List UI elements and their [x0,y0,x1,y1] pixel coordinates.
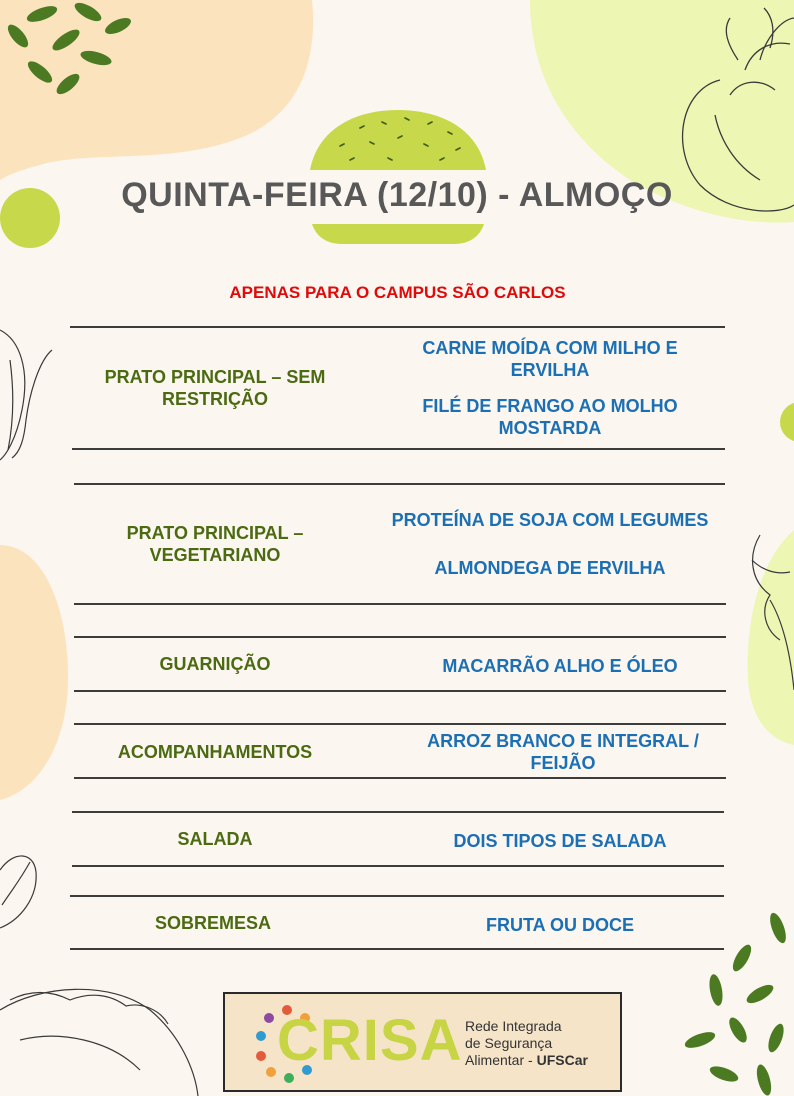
menu-row-items [398,725,728,779]
crisa-tagline [465,1018,588,1069]
menu-row-label [78,897,348,948]
crisa-logo-box [223,992,622,1092]
tagline-line: Rede Integrada [465,1018,562,1034]
menu-row-items [395,897,725,952]
campus-notice: APENAS PARA O CAMPUS SÃO CARLOS [229,283,566,302]
menu-label-accompaniments: ACOMPANHAMENTOS [117,742,313,762]
peach-blob-top-left [0,0,313,180]
tagline-line [465,1052,588,1069]
menu-row-items [395,638,725,694]
menu-row-items [385,485,715,603]
menu-item: FRUTA OU DOCE [486,914,634,935]
menu-label-main-unrestricted: PRATO PRINCIPAL – SEM RESTRIÇÃO [104,367,326,409]
menu-row-items [385,328,715,448]
menu-row-label [80,485,350,603]
tagline-text: Alimentar - [465,1052,537,1068]
table-rule [74,603,726,605]
crisa-logo-word: CRISA [277,1008,463,1073]
tagline-line: de Segurança [465,1035,553,1051]
menu-row-label [80,638,350,690]
page-title: QUINTA-FEIRA (12/10) - ALMOÇO [121,176,673,214]
menu-row-label [80,328,350,448]
menu-item: DOIS TIPOS DE SALADA [453,831,667,851]
menu-item: ARROZ BRANCO E INTEGRAL / FEIJÃO [427,731,699,773]
menu-label-salad: SALADA [177,829,253,849]
menu-row-label [80,813,350,865]
peach-blob-left [0,545,68,800]
menu-row-items [395,813,725,869]
menu-row-label [80,725,350,779]
menu-item: FILÉ DE FRANGO AO MOLHO MOSTARDA [422,396,678,438]
lettuce-outline-icon [0,330,52,460]
tagline-university: UFSCar [536,1052,588,1068]
menu-label-dessert: SOBREMESA [154,912,271,933]
taco-outline-icon [0,989,198,1096]
menu-label-side-dish: GUARNIÇÃO [159,654,271,674]
lime-dot-right [780,402,794,442]
menu-item: ALMONDEGA DE ERVILHA [434,558,666,578]
menu-item: PROTEÍNA DE SOJA COM LEGUMES [391,510,709,530]
table-rule [72,448,725,450]
menu-label-main-vegetarian: PRATO PRINCIPAL – VEGETARIANO [126,523,304,565]
menu-item: MACARRÃO ALHO E ÓLEO [442,656,678,676]
menu-item: CARNE MOÍDA COM MILHO E ERVILHA [422,338,678,380]
leaf-outline-icon [0,856,36,928]
